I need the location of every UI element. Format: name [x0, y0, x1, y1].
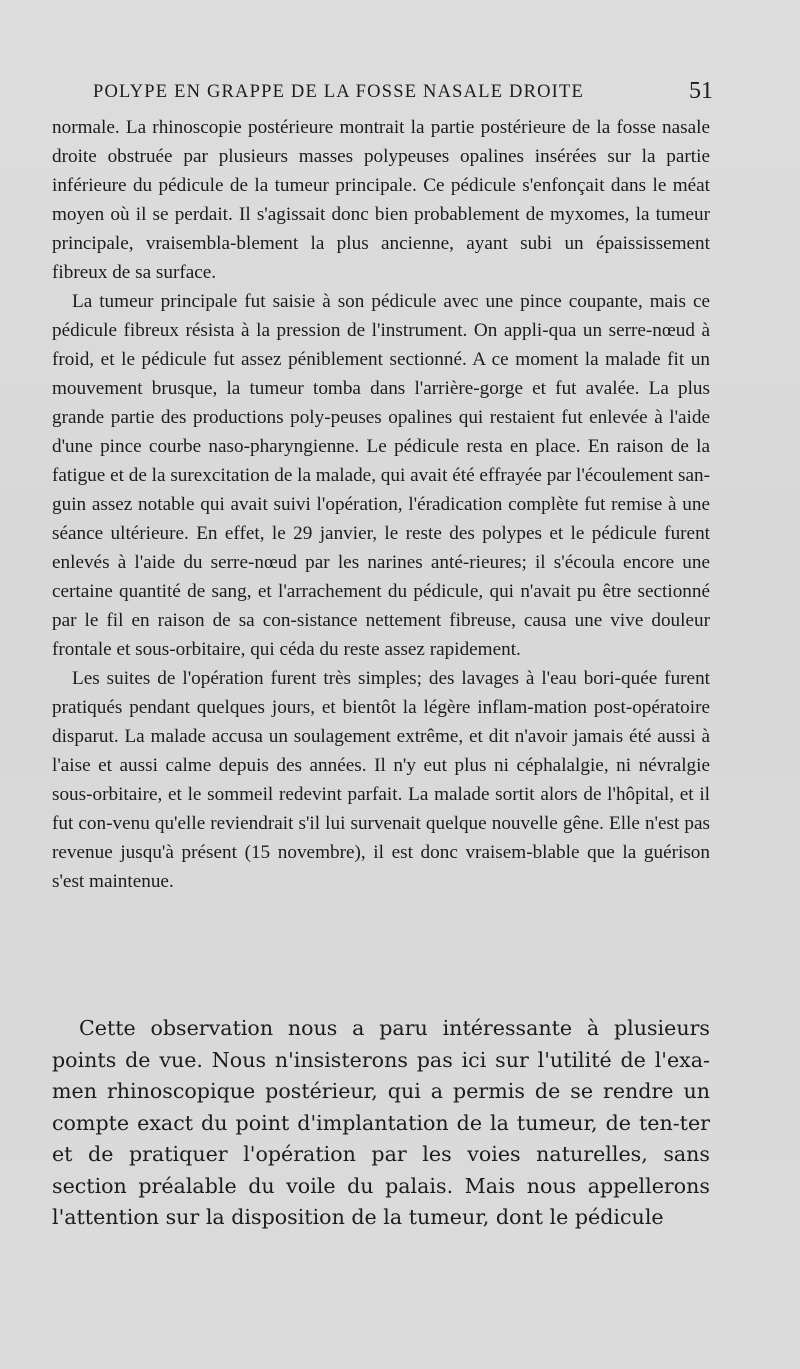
paragraph-discussion: Cette observation nous a paru intéressante à plusieurs points de vue. Nous n'insisterons pas ici sur l'utilité de l'exa-men rhinoscopique postérieur, qui a permis de se rendre un compte exact du point d'implantation de la tumeur, de ten-ter et de pratiquer l'opération par les voies naturelles, sans section préalable du voile du palais. Mais nous appellerons l'attention sur la disposition de la tumeur, dont le pédicule: [52, 1016, 710, 1229]
paragraph-operation: La tumeur principale fut saisie à son pédicule avec une pince coupante, mais ce pédicule fibreux résista à la pression de l'instrument. On appli-qua un serre-nœud à froid, et le pédicule fut assez péniblement sectionné. A ce moment la malade fit un mouvement brusque, la tumeur tomba dans l'arrière-gorge et fut avalée. La plus grande partie des productions poly-peuses opalines qui restaient fut enlevée à l'aide d'une pince courbe naso-pharyngienne. Le pédicule resta en place. En raison de la fatigue et de la surexcitation de la malade, qui avait été effrayée par l'écoulement san-guin assez notable qui avait suivi l'opération, l'éradication complète fut remise à une séance ultérieure. En effet, le 29 janvier, le reste des polypes et le pédicule furent enlevés à l'aide du serre-nœud par les narines anté-rieures; il s'écoula encore une certaine quantité de sang, et l'arrachement du pédicule, qui n'avait pu être sectionné par le fil en raison de sa con-sistance nettement fibreuse, causa une vive douleur frontale et sous-orbitaire, qui céda du reste assez rapidement.: [52, 291, 710, 660]
paragraph-outcome: Les suites de l'opération furent très simples; des lavages à l'eau bori-quée furent pratiqués pendant quelques jours, et bientôt la légère inflam-mation post-opératoire disparut. La malade accusa un soulagement extrême, et dit n'avoir jamais été aussi à l'aise et aussi calme depuis des années. Il n'y eut plus ni céphalalgie, ni névralgie sous-orbitaire, et le sommeil redevint parfait. La malade sortit alors de l'hôpital, et il fut con-venu qu'elle reviendrait s'il lui survenait quelque nouvelle gêne. Elle n'est pas revenue jusqu'à présent (15 novembre), il est donc vraisem-blable que la guérison s'est maintenue.: [52, 668, 710, 892]
running-title: POLYPE EN GRAPPE DE LA FOSSE NASALE DROITE: [93, 82, 585, 102]
discussion-text: [52, 1013, 710, 1234]
running-head: [93, 78, 713, 108]
paragraph-continuation: normale. La rhinoscopie postérieure montrait la partie postérieure de la fosse nasale droite obstruée par plusieurs masses polypeuses opalines insérées sur la partie inférieure du pédicule de la tumeur principale. Ce pédicule s'enfonçait dans le méat moyen où il se perdait. Il s'agissait donc bien probablement de myxomes, la tumeur principale, vraisembla-blement la plus ancienne, ayant subi un épaississement fibreux de sa surface.: [52, 117, 710, 283]
body-text: [52, 113, 710, 896]
page-number: 51: [689, 78, 713, 104]
